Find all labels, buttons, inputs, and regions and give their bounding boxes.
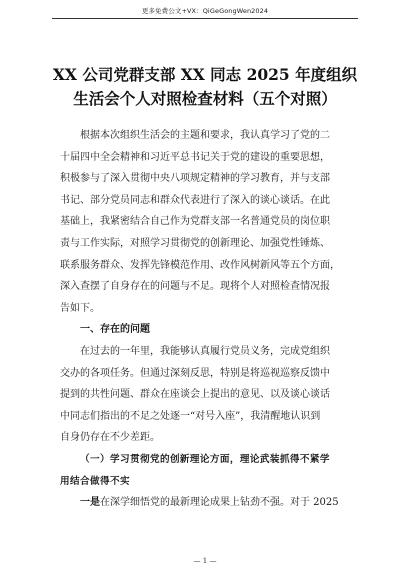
intro-line: 深入查摆了自身存在的问题与不足。现将个人对照检查情况报	[60, 281, 330, 293]
section1-line: 交办的各项任务。但通过深刻反思，特别是将巡视巡察反馈中	[60, 367, 330, 379]
document-title	[40, 63, 370, 111]
intro-line: 积极参与了深入贯彻中央八项规定精神的学习教育，并与支部	[60, 173, 330, 185]
intro-line: 告如下。	[60, 302, 100, 314]
section1-line: 在过去的一年里，我能够认真履行党员义务，完成党组织	[80, 345, 330, 357]
header-note: 更多免费公文+VX：QiGeGongWen2024	[141, 7, 269, 15]
document-body	[60, 125, 350, 514]
intro-line: 责与工作实际，对照学习贯彻党的创新理论、加强党性锤炼、	[60, 237, 330, 249]
intro-line: 根据本次组织生活会的主题和要求，我认真学习了党的二	[80, 130, 330, 141]
page-number: — 1 —	[193, 557, 217, 565]
point-lead: 一是	[80, 497, 100, 509]
title-line-1: XX 公司党群支部 XX 同志 2025 年度组织	[52, 65, 358, 84]
intro-line: 书记、部分党员同志和群众代表进行了深入的谈心谈话。在此	[60, 194, 330, 206]
subsection-heading-theory-cont: 用结合做得不实	[60, 475, 130, 487]
intro-line: 基础上，我紧密结合自己作为党群支部一名普通党员的岗位职	[60, 216, 330, 228]
point-text: 在深学细悟党的最新理论成果上钻劲不强。对于 2025	[100, 497, 339, 509]
subsection-heading-theory: （一）学习贯彻党的创新理论方面，理论武装抓得不紧学	[80, 453, 330, 465]
section1-line: 自身仍存在不少差距。	[60, 432, 160, 444]
title-line-2: 生活会个人对照检查材料（五个对照）	[73, 89, 337, 108]
section1-line: 提到的共性问题、群众在座谈会上提出的意见、以及谈心谈话	[60, 389, 330, 401]
intro-line: 联系服务群众、发挥先锋模范作用、改作风树新风等五个方面，	[60, 259, 340, 271]
header-divider	[52, 18, 358, 19]
intro-line: 十届四中全会精神和习近平总书记关于党的建设的重要思想，	[60, 151, 330, 163]
section1-line: 中同志们指出的不足之处逐一“对号入座”，我清醒地认识到	[60, 410, 321, 422]
subsection1-first-line	[60, 492, 350, 514]
section-heading-problems: 一、存在的问题	[80, 324, 150, 336]
